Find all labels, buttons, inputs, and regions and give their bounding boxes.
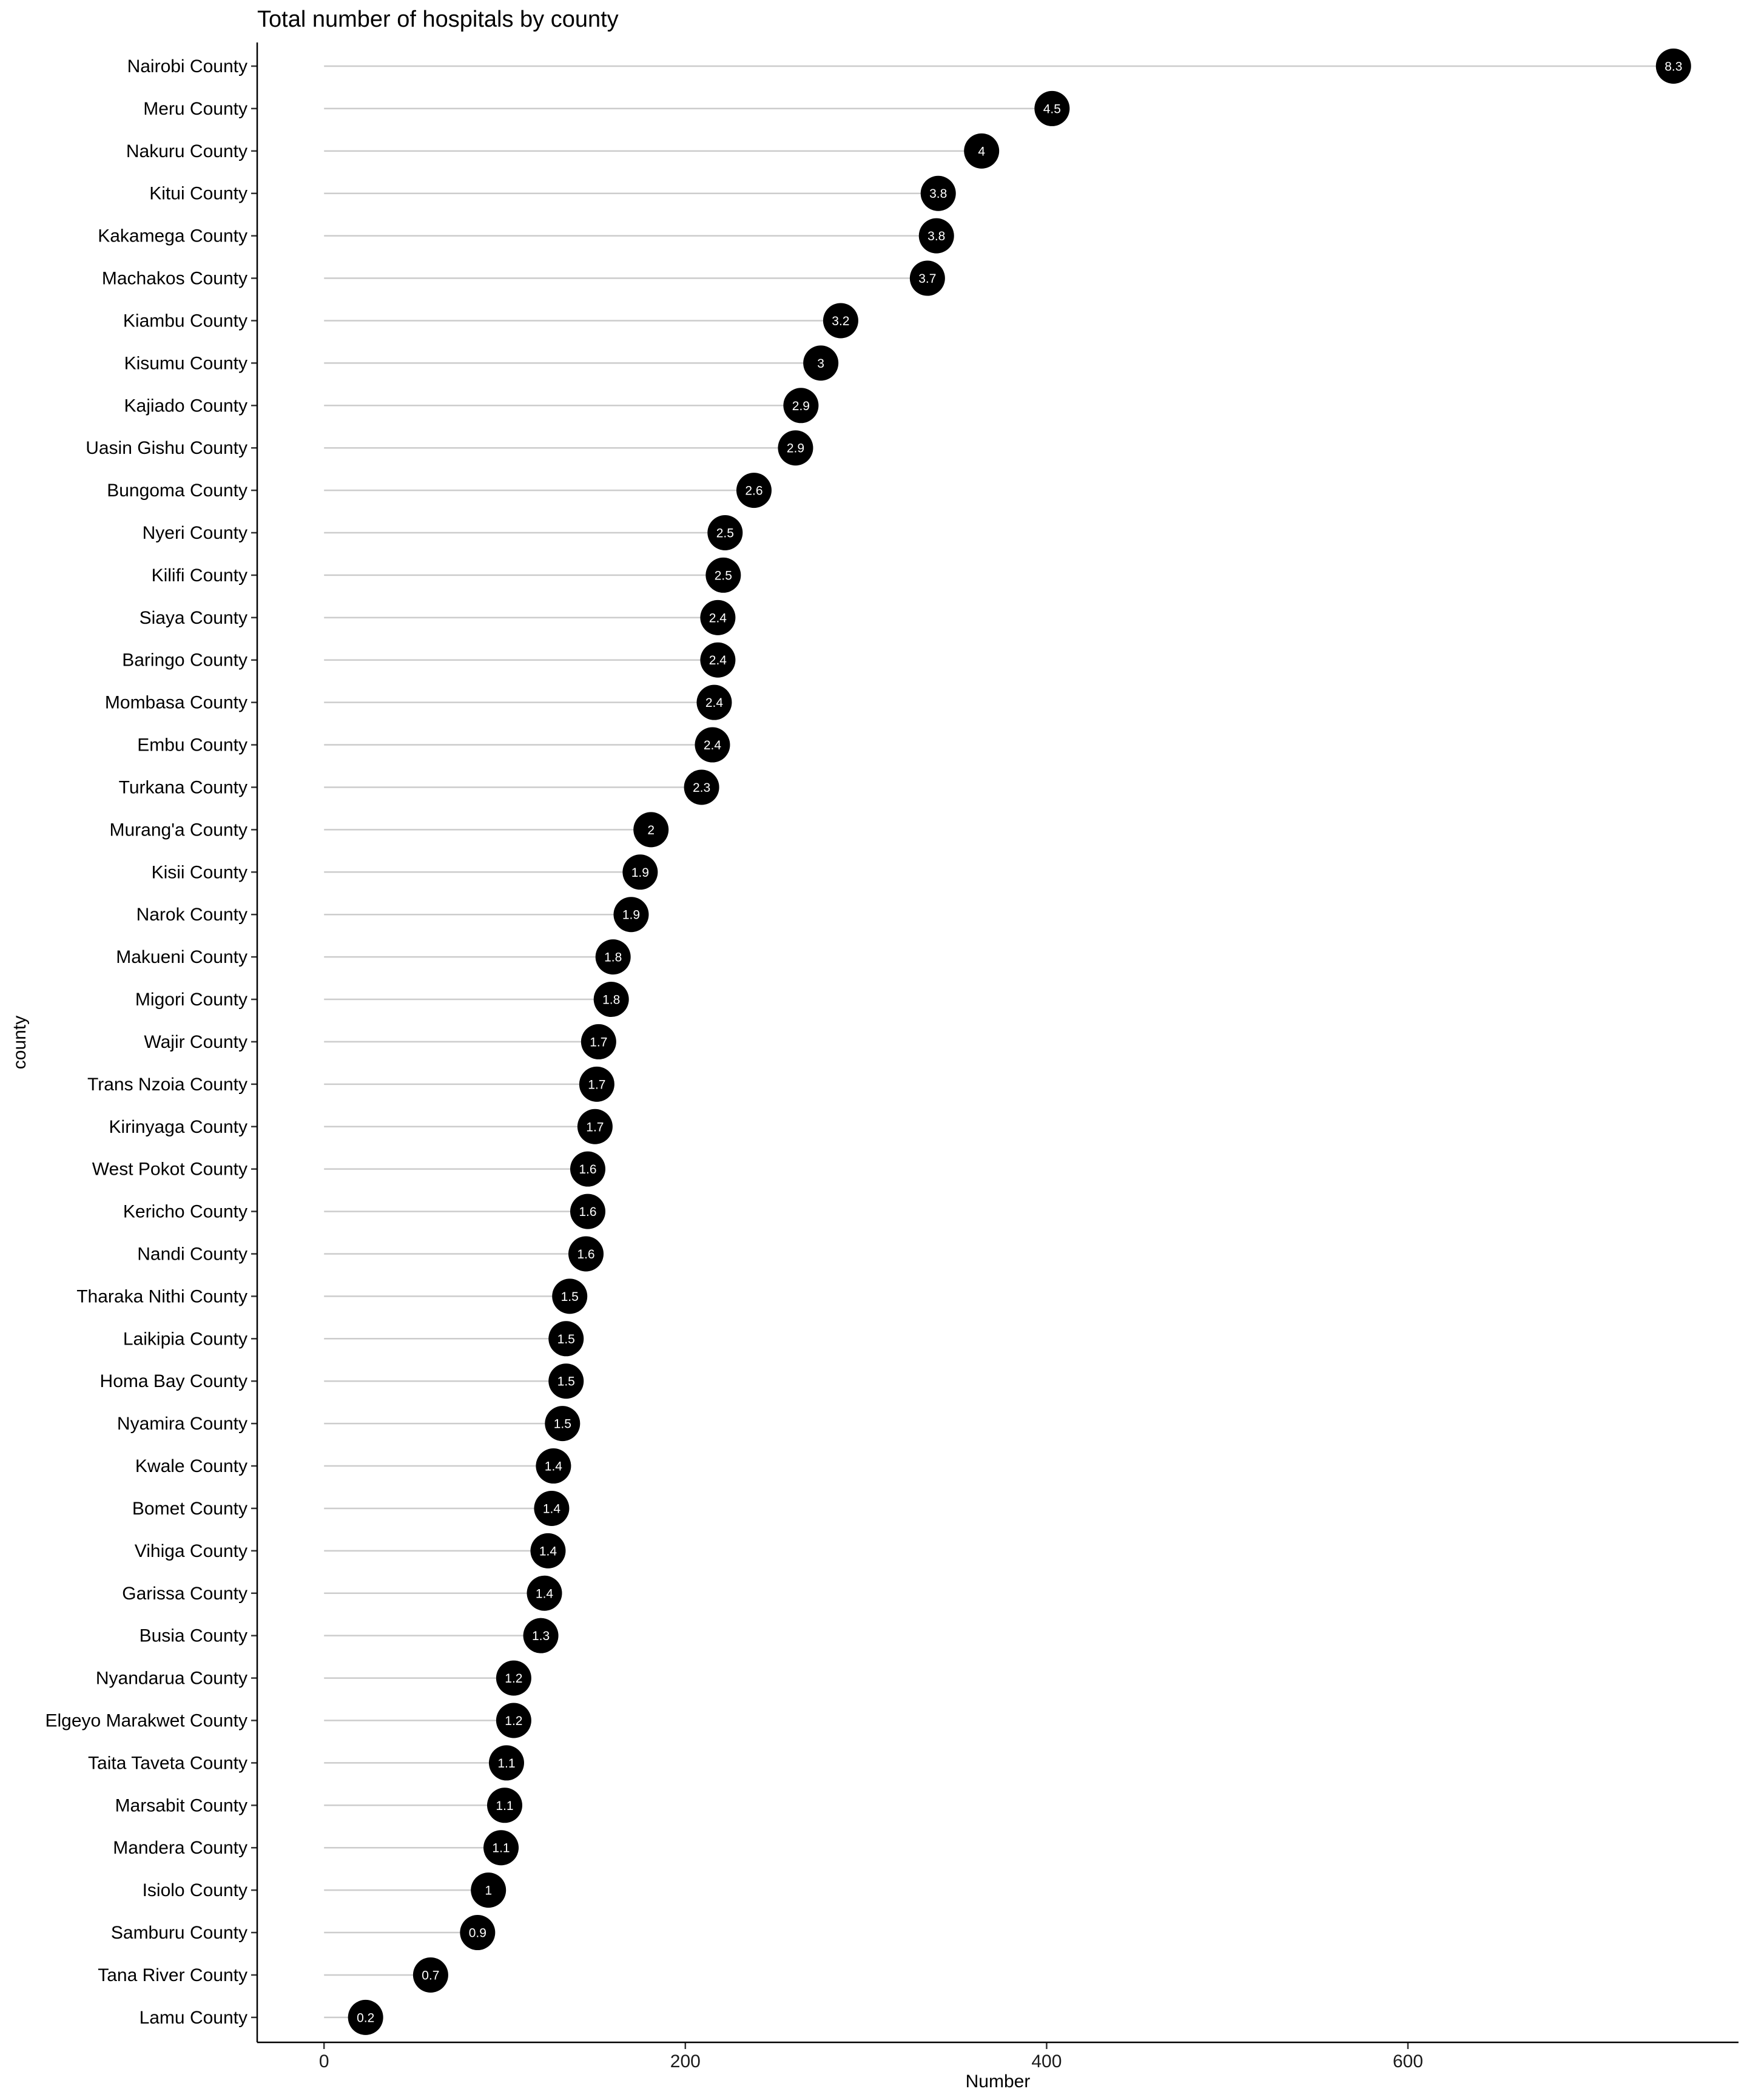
category-label-45: Tana River County <box>98 1965 247 1985</box>
category-label-41: Marsabit County <box>115 1795 247 1816</box>
x-tick-label-3: 600 <box>1392 2051 1424 2071</box>
category-label-22: Migori County <box>135 990 247 1010</box>
category-label-21: Makueni County <box>116 947 247 968</box>
category-label-37: Busia County <box>139 1626 247 1646</box>
point-label-4: 3.8 <box>927 229 946 244</box>
category-label-31: Homa Bay County <box>99 1371 247 1392</box>
point-label-16: 2.4 <box>703 738 722 753</box>
point-label-31: 1.5 <box>557 1374 575 1389</box>
category-label-46: Lamu County <box>139 2007 247 2028</box>
point-label-3: 3.8 <box>929 187 948 201</box>
point-label-40: 1.1 <box>497 1756 516 1771</box>
category-label-25: Kirinyaga County <box>109 1116 247 1137</box>
category-label-15: Mombasa County <box>104 692 247 713</box>
point-label-10: 2.6 <box>745 484 763 498</box>
point-label-30: 1.5 <box>557 1332 575 1346</box>
category-label-1: Meru County <box>143 98 247 119</box>
point-label-1: 4.5 <box>1043 102 1061 116</box>
point-label-35: 1.4 <box>539 1544 557 1559</box>
category-label-28: Nandi County <box>137 1244 247 1264</box>
category-label-18: Murang'a County <box>109 820 247 840</box>
category-label-10: Bungoma County <box>107 481 247 501</box>
point-label-20: 1.9 <box>622 908 641 922</box>
point-label-14: 2.4 <box>709 653 727 668</box>
category-label-9: Uasin Gishu County <box>86 438 247 459</box>
x-tick-label-1: 200 <box>670 2051 701 2071</box>
point-label-43: 1 <box>485 1883 493 1898</box>
category-label-26: West Pokot County <box>92 1159 247 1180</box>
category-label-8: Kajiado County <box>124 396 247 416</box>
point-label-6: 3.2 <box>832 314 850 328</box>
category-label-3: Kitui County <box>149 183 247 204</box>
point-label-13: 2.4 <box>709 611 727 626</box>
category-label-7: Kisumu County <box>124 353 247 374</box>
point-label-15: 2.4 <box>705 696 724 711</box>
point-label-32: 1.5 <box>553 1417 571 1431</box>
point-label-11: 2.5 <box>716 526 734 541</box>
point-label-17: 2.3 <box>692 780 711 795</box>
category-label-44: Samburu County <box>110 1923 247 1943</box>
point-label-9: 2.9 <box>786 441 805 456</box>
y-axis-title: county <box>10 1015 30 1070</box>
point-label-44: 0.9 <box>468 1926 486 1940</box>
category-label-12: Kilifi County <box>151 565 247 586</box>
point-label-36: 1.4 <box>535 1587 554 1601</box>
x-axis-ticks <box>319 2042 1423 2071</box>
point-label-26: 1.6 <box>579 1163 597 1177</box>
point-label-27: 1.6 <box>579 1205 597 1220</box>
category-label-39: Elgeyo Marakwet County <box>45 1710 247 1731</box>
category-label-19: Kisii County <box>151 862 247 883</box>
point-label-38: 1.2 <box>505 1672 523 1686</box>
point-label-22: 1.8 <box>602 993 621 1007</box>
category-label-13: Siaya County <box>139 607 247 628</box>
point-label-39: 1.2 <box>505 1713 523 1728</box>
category-label-34: Bomet County <box>132 1498 247 1519</box>
category-label-5: Machakos County <box>101 268 247 289</box>
point-label-21: 1.8 <box>604 950 622 965</box>
category-label-30: Laikipia County <box>123 1329 247 1349</box>
point-label-7: 3 <box>817 356 824 371</box>
point-label-19: 1.9 <box>631 865 649 880</box>
point-label-8: 2.9 <box>792 399 810 413</box>
category-label-16: Embu County <box>137 735 247 755</box>
point-label-29: 1.5 <box>560 1289 579 1304</box>
point-label-24: 1.7 <box>588 1078 606 1092</box>
point-label-28: 1.6 <box>577 1247 595 1261</box>
point-label-33: 1.4 <box>544 1459 563 1474</box>
category-label-23: Wajir County <box>144 1031 247 1052</box>
category-label-32: Nyamira County <box>116 1414 247 1434</box>
category-label-36: Garissa County <box>122 1583 247 1604</box>
category-label-4: Kakamega County <box>98 226 247 246</box>
category-label-33: Kwale County <box>135 1456 247 1477</box>
category-label-11: Nyeri County <box>142 523 247 544</box>
point-label-18: 2 <box>647 823 655 837</box>
x-tick-label-0: 0 <box>318 2051 329 2071</box>
point-label-2: 4 <box>978 144 986 159</box>
category-label-43: Isiolo County <box>142 1880 247 1901</box>
category-label-42: Mandera County <box>113 1838 247 1859</box>
category-labels <box>45 56 258 2028</box>
category-label-6: Kiambu County <box>123 311 247 331</box>
point-label-25: 1.7 <box>586 1120 604 1135</box>
x-axis-title: Number <box>965 2071 1031 2092</box>
category-label-29: Tharaka Nithi County <box>76 1286 247 1307</box>
x-tick-label-2: 400 <box>1031 2051 1062 2071</box>
category-label-2: Nakuru County <box>126 141 247 161</box>
point-label-0: 8.3 <box>1665 59 1683 74</box>
category-label-17: Turkana County <box>118 777 247 798</box>
point-label-5: 3.7 <box>918 272 937 286</box>
category-label-24: Trans Nzoia County <box>87 1074 247 1095</box>
point-label-45: 0.7 <box>422 1968 440 1983</box>
point-label-12: 2.5 <box>714 569 732 583</box>
point-label-37: 1.3 <box>531 1629 550 1644</box>
category-label-40: Taita Taveta County <box>88 1753 247 1774</box>
point-label-42: 1.1 <box>492 1841 510 1855</box>
point-label-23: 1.7 <box>590 1035 608 1050</box>
point-label-41: 1.1 <box>496 1798 514 1813</box>
point-label-46: 0.2 <box>357 2011 375 2025</box>
category-label-20: Narok County <box>136 905 247 925</box>
category-label-38: Nyandarua County <box>95 1668 247 1689</box>
chart-title: Total number of hospitals by county <box>257 7 619 32</box>
category-label-27: Kericho County <box>123 1201 247 1222</box>
point-label-34: 1.4 <box>542 1502 561 1516</box>
category-label-35: Vihiga County <box>134 1541 247 1561</box>
category-label-0: Nairobi County <box>127 56 247 76</box>
category-label-14: Baringo County <box>122 650 247 670</box>
